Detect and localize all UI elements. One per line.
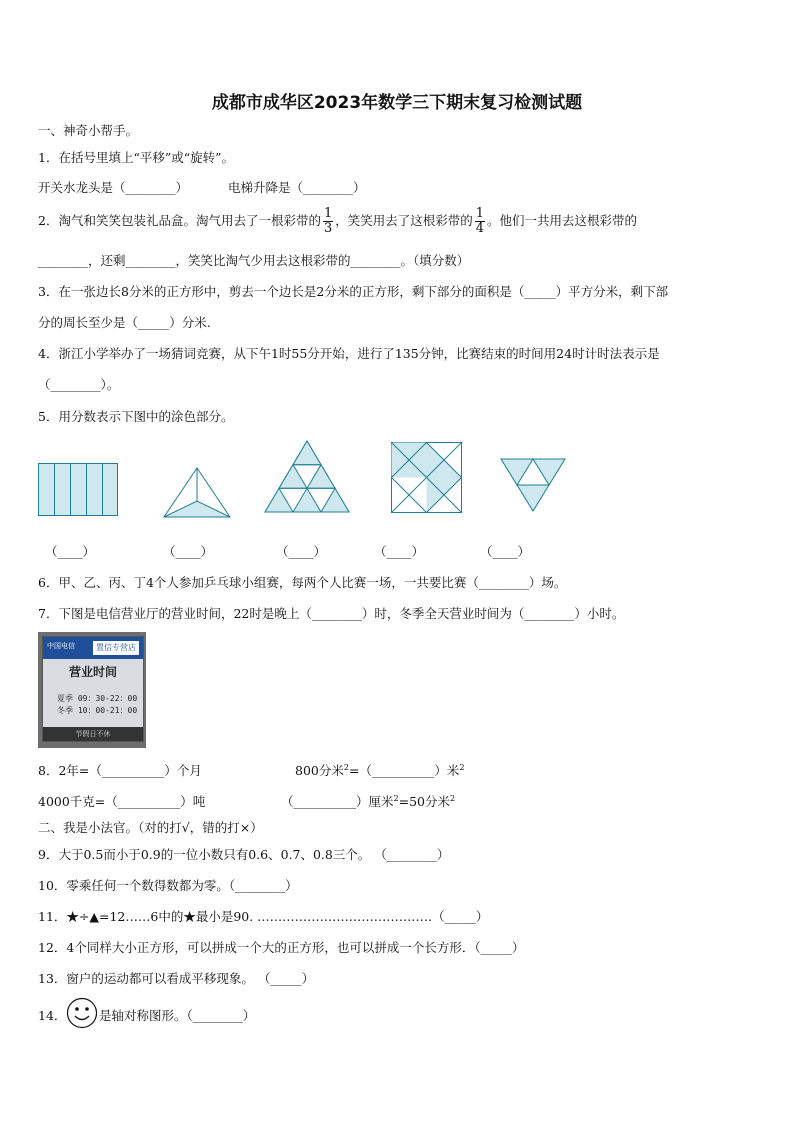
- q2-text-part2: ，笑笑用去了这根彩带的: [335, 213, 473, 228]
- q4-line1: 4．浙江小学举办了一场猜词竞赛，从下午1时55分开始，进行了135分钟，比赛结束的时间用24时计时法表示是: [38, 346, 660, 361]
- q8-d-blank[interactable]: （__________）厘米: [281, 794, 394, 809]
- q8-d-text: =50分米: [398, 794, 450, 809]
- fraction-numerator: 1: [475, 206, 485, 221]
- q3-line2[interactable]: 分的周长至少是（_____）分米.: [38, 315, 211, 330]
- superscript: 2: [393, 793, 399, 803]
- q1-blank-a[interactable]: 开关水龙头是（________）: [38, 180, 189, 195]
- sign-brand-bar: [43, 637, 143, 659]
- q8-d[interactable]: [281, 792, 455, 810]
- smiley-face-icon: [66, 997, 98, 1029]
- telecom-logo: 中国电信: [47, 642, 75, 650]
- summer-hours: 夏季 09：30-22：00: [57, 694, 138, 703]
- q10-text[interactable]: 10．零乘任何一个数得数都为零。（________）: [38, 878, 298, 893]
- q8-c[interactable]: 4000千克=（__________）吨: [38, 794, 206, 809]
- q5-blank-3[interactable]: （____）: [276, 544, 327, 559]
- superscript: 2: [343, 762, 349, 772]
- section-heading-2: 二、我是小法官。（对的打√，错的打×）: [38, 820, 263, 835]
- q1-blank-b[interactable]: 电梯升降是（________）: [228, 180, 366, 195]
- q2-text-part1: 2．淘气和笑笑包装礼品盒。淘气用去了一根彩带的: [38, 213, 321, 228]
- fraction-one-quarter: [475, 207, 485, 236]
- business-hours-photo: [38, 632, 146, 748]
- winter-hours: 冬季 10：00-21：00: [57, 706, 138, 715]
- fraction-one-third: [323, 207, 333, 236]
- store-name: 置信专营店: [93, 641, 139, 655]
- q8-a[interactable]: 8．2年=（__________）个月: [38, 763, 202, 778]
- fraction-denominator: 4: [475, 221, 485, 236]
- q6-text[interactable]: 6．甲、乙、丙、丁4个人参加乒乓球小组赛，每两个人比赛一场，一共要比赛（________）场。: [38, 575, 567, 590]
- shaded-region: [39, 464, 118, 516]
- q11-text[interactable]: 11．★÷▲=12……6中的★最小是90. ……………………………………（_____）: [38, 909, 489, 924]
- q13-text[interactable]: 13．窗户的运动都可以看成平移现象。 （_____）: [38, 971, 315, 986]
- fraction-denominator: 3: [323, 221, 333, 236]
- q1-text: 1．在括号里填上“平移”或“旋转”。: [38, 150, 235, 165]
- q5-blank-4[interactable]: （____）: [374, 544, 425, 559]
- q12-text[interactable]: 12．4个同样大小正方形，可以拼成一个大的正方形，也可以拼成一个长方形．（_____）: [38, 940, 525, 955]
- q14-text[interactable]: 是轴对称图形。（________）: [99, 1008, 256, 1023]
- sign-footer: 节假日不休: [43, 727, 143, 741]
- fraction-numerator: 1: [323, 206, 333, 221]
- figure-square-diamond: [391, 442, 463, 514]
- superscript: 2: [450, 793, 456, 803]
- q8-b[interactable]: [295, 761, 465, 779]
- q5-blank-2[interactable]: （____）: [163, 544, 214, 559]
- figure-rect-strips: [38, 463, 118, 517]
- figure-triangle-ninths: [264, 440, 350, 514]
- q5-text: 5．用分数表示下图中的涂色部分。: [38, 409, 234, 424]
- superscript: 2: [459, 762, 465, 772]
- q3-line1[interactable]: 3．在一张边长8分米的正方形中，剪去一个边长是2分米的正方形，剩下部分的面积是（_____）平方分米，剩下部: [38, 284, 669, 299]
- q2-line1: [38, 207, 637, 236]
- sign-header: 营业时间: [68, 665, 117, 679]
- q7-text[interactable]: 7．下图是电信营业厅的营业时间，22时是晚上（________）时，冬季全天营业时间为（________）小时。: [38, 606, 625, 621]
- q5-blank-1[interactable]: （____）: [45, 544, 96, 559]
- q8-b-text: 800分米: [295, 763, 344, 778]
- figure-inverted-triangle-quarters: [500, 458, 566, 512]
- section-heading-1: 一、神奇小帮手。: [38, 123, 139, 138]
- page-title: 成都市成华区2023年数学三下期末复习检测试题: [211, 93, 583, 113]
- figure-triangle-thirds: [163, 467, 231, 519]
- q2-text-part3: 。他们一共用去这根彩带的: [487, 213, 638, 228]
- q9-text[interactable]: 9．大于0.5而小于0.9的一位小数只有0.6、0.7、0.8三个。 （________）: [38, 847, 450, 862]
- q8-b-blank[interactable]: =（__________）米: [348, 763, 460, 778]
- business-hours-sign: [42, 636, 144, 742]
- q5-blank-5[interactable]: （____）: [480, 544, 531, 559]
- q2-line2[interactable]: ________，还剩________，笑笑比淘气少用去这根彩带的________。（填分数）: [38, 253, 470, 268]
- shaded-region: [293, 441, 321, 465]
- q4-line2[interactable]: （________）。: [38, 377, 120, 392]
- q14-number: 14．: [38, 1008, 67, 1023]
